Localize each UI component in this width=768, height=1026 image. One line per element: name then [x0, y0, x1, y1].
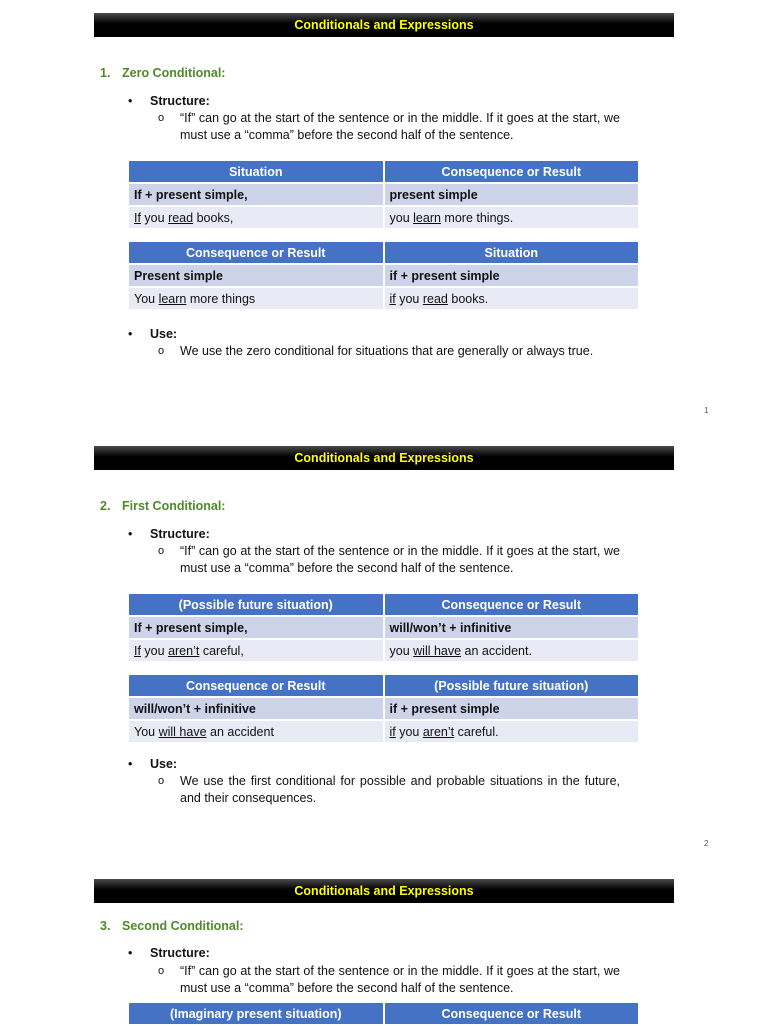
use-bullet: [128, 327, 177, 341]
circle-bullet-icon: o: [158, 112, 165, 124]
structure-label: Structure:: [150, 946, 210, 960]
table-cell: If + present simple,: [129, 184, 383, 207]
text-run: you: [140, 643, 169, 658]
use-item: [158, 773, 620, 807]
table-header: Consequence or Result: [385, 594, 639, 617]
underlined-text: if: [389, 291, 396, 306]
table-header: (Imaginary present situation): [129, 1003, 383, 1026]
bullet-icon: •: [128, 94, 133, 108]
structure-table: [127, 161, 640, 230]
table-header: Consequence or Result: [385, 1003, 639, 1026]
underlined-text: will have: [413, 643, 462, 658]
text-run: an accident: [206, 724, 274, 739]
underlined-text: read: [422, 291, 448, 306]
table-cell: [385, 640, 639, 663]
page-header: Conditionals and Expressions: [94, 13, 674, 37]
text-run: more things.: [440, 210, 514, 225]
structure-table: [127, 594, 640, 663]
table-header: (Possible future situation): [385, 675, 639, 698]
section-number: 1.: [100, 66, 111, 80]
underlined-text: if: [389, 724, 396, 739]
table-header: Consequence or Result: [129, 675, 383, 698]
text-run: you: [140, 210, 169, 225]
table-cell: [385, 721, 639, 744]
text-run: you: [389, 210, 414, 225]
text-run: careful.: [454, 724, 499, 739]
page-number: 2: [704, 839, 709, 848]
use-text: We use the first conditional for possible and probable situations in the future, and their consequences.: [180, 774, 620, 805]
table-cell: will/won’t + infinitive: [385, 617, 639, 640]
section-title: [100, 919, 244, 933]
use-item: [158, 343, 620, 360]
page-header: Conditionals and Expressions: [94, 446, 674, 470]
underlined-text: will have: [158, 724, 207, 739]
text-run: You: [134, 724, 159, 739]
section-number: 3.: [100, 919, 111, 933]
table-cell: [129, 288, 383, 311]
bullet-icon: •: [128, 946, 133, 960]
structure-item: [158, 543, 620, 577]
structure-bullet: [128, 527, 210, 541]
underlined-text: aren’t: [422, 724, 455, 739]
structure-table: [127, 1003, 640, 1026]
text-run: careful,: [199, 643, 244, 658]
table-header: Situation: [385, 242, 639, 265]
structure-text: “If” can go at the start of the sentence or in the middle. If it goes at the start, we must use a “comma” before the second half of the sentence.: [180, 964, 620, 995]
text-run: you: [395, 724, 423, 739]
use-text: We use the zero conditional for situations that are generally or always true.: [180, 344, 594, 358]
table-cell: if + present simple: [385, 265, 639, 288]
table-cell: [129, 721, 383, 744]
table-cell: [129, 207, 383, 230]
structure-table: [127, 242, 640, 311]
table-header: (Possible future situation): [129, 594, 383, 617]
text-run: you: [389, 643, 414, 658]
text-run: books.: [447, 291, 489, 306]
use-bullet: [128, 757, 177, 771]
underlined-text: learn: [158, 291, 187, 306]
section-title-text: Second Conditional:: [122, 919, 244, 933]
section-number: 2.: [100, 499, 111, 513]
bullet-icon: •: [128, 757, 133, 771]
table-cell: [129, 640, 383, 663]
text-run: You: [134, 291, 159, 306]
page-header: Conditionals and Expressions: [94, 879, 674, 903]
page-number: 1: [704, 406, 709, 415]
table-cell: [385, 207, 639, 230]
structure-label: Structure:: [150, 94, 210, 108]
circle-bullet-icon: o: [158, 545, 165, 557]
underlined-text: aren’t: [168, 643, 200, 658]
structure-text: “If” can go at the start of the sentence or in the middle. If it goes at the start, we must use a “comma” before the second half of the sentence.: [180, 544, 620, 575]
section-title: [100, 499, 225, 513]
structure-text: “If” can go at the start of the sentence or in the middle. If it goes at the start, we must use a “comma” before the second half of the sentence.: [180, 111, 620, 142]
section-title-text: First Conditional:: [122, 499, 226, 513]
table-cell: will/won’t + infinitive: [129, 698, 383, 721]
underlined-text: If: [134, 643, 141, 658]
circle-bullet-icon: o: [158, 965, 165, 977]
text-run: an accident.: [461, 643, 532, 658]
circle-bullet-icon: o: [158, 345, 165, 357]
table-header: Consequence or Result: [129, 242, 383, 265]
text-run: books,: [193, 210, 234, 225]
table-cell: Present simple: [129, 265, 383, 288]
table-cell: [385, 288, 639, 311]
table-header: Consequence or Result: [385, 161, 639, 184]
use-label: Use:: [150, 327, 178, 341]
structure-item: [158, 963, 620, 997]
table-cell: present simple: [385, 184, 639, 207]
structure-bullet: [128, 946, 210, 960]
underlined-text: If: [134, 210, 141, 225]
structure-label: Structure:: [150, 527, 210, 541]
bullet-icon: •: [128, 327, 133, 341]
underlined-text: learn: [413, 210, 441, 225]
structure-table: [127, 675, 640, 744]
text-run: you: [395, 291, 423, 306]
text-run: more things: [186, 291, 256, 306]
structure-bullet: [128, 94, 210, 108]
structure-item: [158, 110, 620, 144]
table-cell: if + present simple: [385, 698, 639, 721]
use-label: Use:: [150, 757, 178, 771]
section-title: [100, 66, 225, 80]
table-header: Situation: [129, 161, 383, 184]
table-cell: If + present simple,: [129, 617, 383, 640]
underlined-text: read: [168, 210, 194, 225]
circle-bullet-icon: o: [158, 775, 165, 787]
bullet-icon: •: [128, 527, 133, 541]
section-title-text: Zero Conditional:: [122, 66, 226, 80]
